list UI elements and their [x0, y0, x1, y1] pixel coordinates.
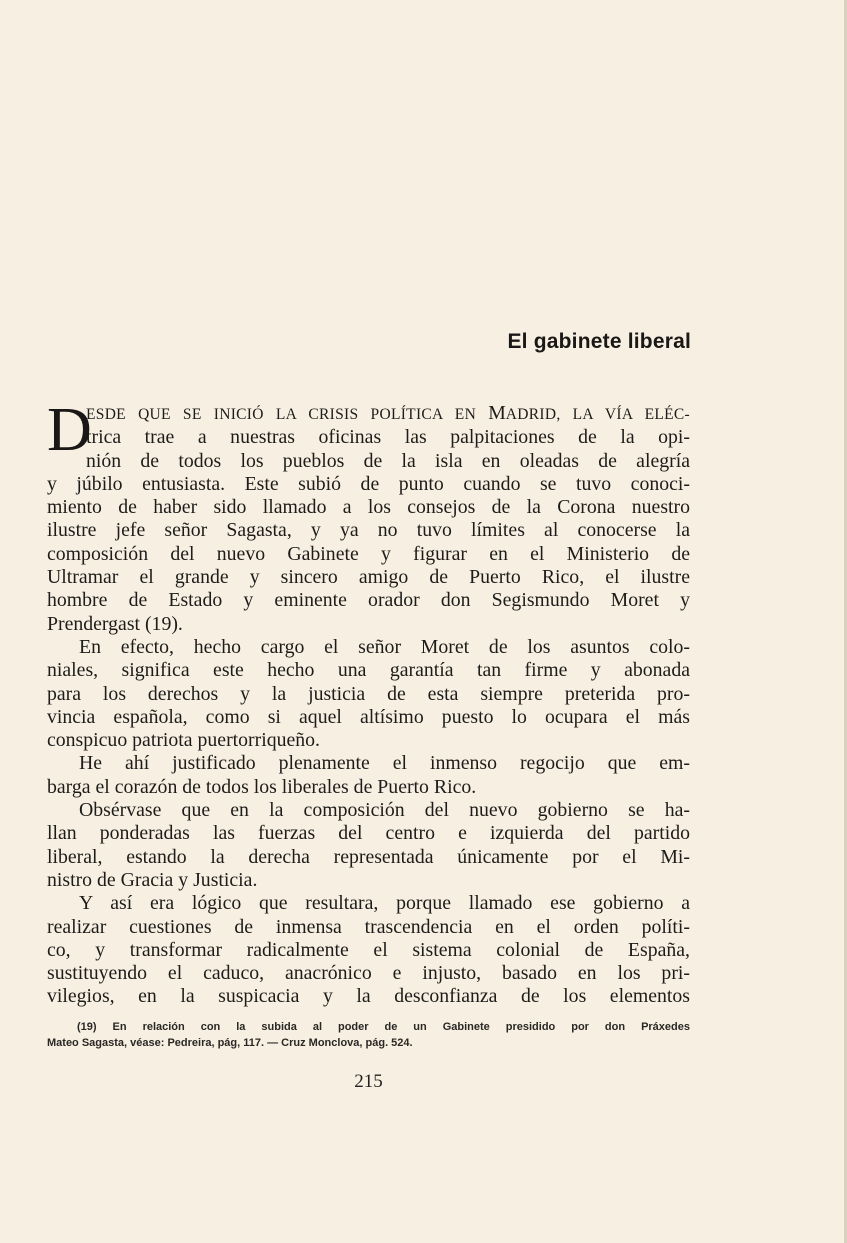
text-line: Y así era lógico que resultara, porque llamado ese gobierno a [79, 892, 690, 915]
text-line: vilegios, en la suspicacia y la desconfianza de los elementos [47, 985, 690, 1008]
text-line: vincia española, como si aquel altísimo puesto lo ocupara el más [47, 705, 690, 728]
body-text [47, 396, 691, 1009]
text-line: nistro de Gracia y Justicia. [47, 868, 258, 891]
text-line: composición del nuevo Gabinete y figurar en el Ministerio de [47, 542, 690, 565]
text-line: barga el corazón de todos los liberales de Puerto Rico. [47, 775, 477, 798]
drop-cap: D [47, 396, 92, 464]
text-line: hombre de Estado y eminente orador don Segismundo Moret y [47, 589, 690, 612]
page-number: 215 [354, 1071, 383, 1092]
text-line-1 [47, 402, 690, 426]
text-line: conspicuo patriota puertorriqueño. [47, 729, 321, 752]
text-line: He ahí justificado plenamente el inmenso regocijo que em- [79, 752, 690, 775]
text-line: y júbilo entusiasta. Este subió de punto cuando se tuvo conoci- [47, 472, 690, 495]
small-caps-opening: ESDE QUE SE INICIÓ LA CRISIS POLÍTICA EN [86, 406, 489, 423]
text-line: trica trae a nuestras oficinas las palpitaciones de la opi- [86, 426, 690, 449]
text-line: sustituyendo el caduco, anacrónico e injusto, basado en los pri- [47, 962, 690, 985]
text-line: liberal, estando la derecha representada únicamente por el Mi- [47, 845, 690, 868]
text-line: para los derechos y la justicia de esta siempre preterida pro- [47, 682, 690, 705]
text-line: nión de todos los pueblos de la isla en oleadas de alegría [86, 449, 690, 472]
small-caps-opening-end: ADRID, LA VÍA ELÉC- [505, 406, 691, 423]
small-caps-capital: M [488, 402, 506, 424]
text-line: llan ponderadas las fuerzas del centro e izquierda del partido [47, 822, 690, 845]
text-line: realizar cuestiones de inmensa trascendencia en el orden políti- [47, 915, 690, 938]
text-line: En efecto, hecho cargo el señor Moret de los asuntos colo- [79, 635, 690, 658]
text-line: miento de haber sido llamado a los consejos de la Corona nuestro [47, 496, 690, 519]
footnote [47, 1019, 690, 1051]
text-line: niales, significa este hecho una garantía tan firme y abonada [47, 659, 690, 682]
footnote-line: Mateo Sagasta, véase: Pedreira, pág, 117. — Cruz Monclova, pág. 524. [47, 1037, 413, 1049]
text-line: Ultramar el grande y sincero amigo de Puerto Rico, el ilustre [47, 566, 690, 589]
footnote-line: (19) En relación con la subida al poder de un Gabinete presidido por don Práxedes [77, 1021, 690, 1033]
chapter-title: El gabinete liberal [507, 330, 691, 353]
text-line: Prendergast (19). [47, 612, 183, 635]
text-line: co, y transformar radicalmente el sistema colonial de España, [47, 938, 690, 961]
text-line: Obsérvase que en la composición del nuevo gobierno se ha- [79, 799, 690, 822]
text-line: ilustre jefe señor Sagasta, y ya no tuvo límites al conocerse la [47, 519, 690, 542]
